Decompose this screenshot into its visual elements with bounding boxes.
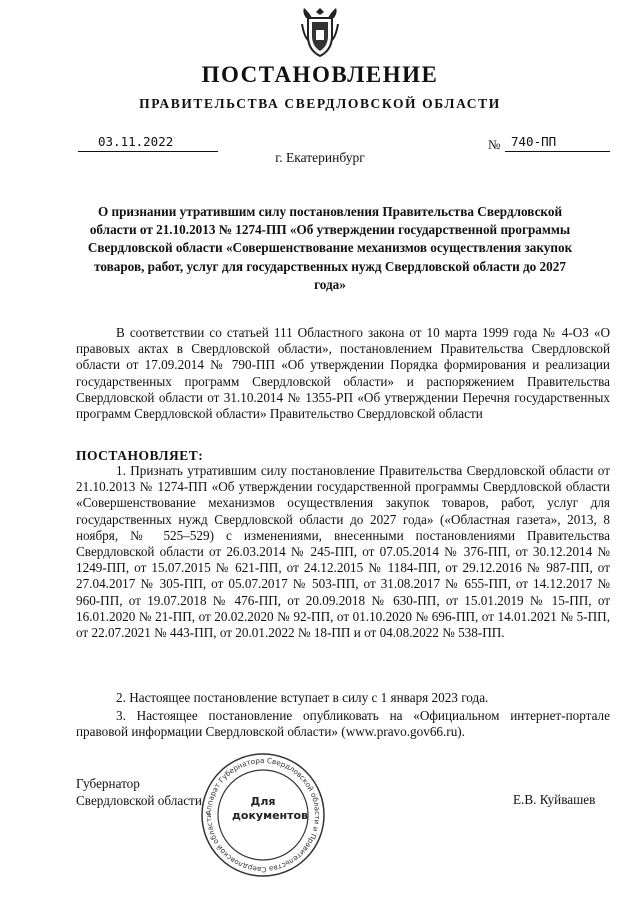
signatory-position-line-1: Губернатор (76, 776, 140, 791)
item-2-paragraph: 2. Настоящее постановление вступает в силу с 1 января 2023 года. (116, 690, 489, 705)
seal-label (232, 795, 309, 823)
document-type-title: ПОСТАНОВЛЕНИЕ (201, 62, 439, 87)
signatory-position-line-2: Свердловской области (76, 793, 202, 808)
item-1-paragraph: 1. Признать утратившим силу постановление Правительства Свердловской области от 21.10.2013 № 1274-ПП «Об утверждении государственной программы Свердловской области «Совершенствование механизмов осуществления закупок товаров, работ, услуг для государственных нужд Свердловской области до 2027 года» («Областная газета», 2013, 8 ноября, № 525–529) с изменениями, внесенными постановлениями Правительства Свердловской области от 26.03.2014 № 245-ПП, от 07.05.2014 № 376-ПП, от 30.12.2014 № 1249-ПП, от 15.07.2015 № 621-ПП, от 24.12.2015 № 1184-ПП, от 29.12.2016 № 987-ПП, от 27.04.2017 № 305-ПП, от 05.07.2017 № 503-ПП, от 31.08.2017 № 655-ПП, от 14.12.2017 № 960-ПП, от 19.07.2018 № 476-ПП, от 20.09.2018 № 630-ПП, от 15.01.2019 № 15-ПП, от 16.01.2020 № 21-ПП, от 20.02.2020 № 92-ПП, от 01.10.2020 № 696-ПП, от 14.01.2021 № 5-ПП, от 22.07.2021 № 443-ПП, от 20.01.2022 № 18-ПП и от 04.08.2022 № 538-ПП. (76, 463, 610, 641)
seal-label-line-2: документов (232, 809, 309, 822)
signatory-position (76, 775, 202, 809)
resolves-heading: ПОСТАНОВЛЯЕТ: (76, 448, 204, 463)
issuer-subtitle: ПРАВИТЕЛЬСТВА СВЕРДЛОВСКОЙ ОБЛАСТИ (139, 96, 501, 111)
preamble-paragraph: В соответствии со статьей 111 Областного закона от 10 марта 1999 года № 4-ОЗ «О правовых актах в Свердловской области», постановлением Правительства Свердловской области от 17.09.2014 № 790-ПП «Об утверждении Порядка формирования и реализации государственных программ Свердловской области» и распоряжением Правительства Свердловской области от 31.10.2014 № 1355-РП «Об утверждении Перечня государственных программ Свердловской области» Правительство Свердловской области (76, 325, 610, 422)
signatory-name: Е.В. Куйвашев (513, 792, 596, 807)
document-heading: О признании утратившим силу постановления Правительства Свердловской области от 21.10.2013 № 1274-ПП «Об утверждении государственной программы Свердловской области «Совершенствование механизмов осуществления закупок товаров, работ, услуг для государственных нужд Свердловской области до 2027 года» (87, 204, 573, 292)
item-3-paragraph: 3. Настоящее постановление опубликовать на «Официальном интернет-портале правовой информации Свердловской области» (www.pravo.gov66.ru). (76, 708, 610, 740)
number-sign: № (488, 137, 501, 152)
document-number: 740-ПП (505, 134, 610, 152)
seal-ring-text: Аппарат Губернатора Свердловской области и Правительства Свердловской области (203, 755, 323, 875)
document-date: 03.11.2022 (78, 134, 218, 152)
seal-label-line-1: Для (250, 795, 276, 808)
document-city: г. Екатеринбург (275, 150, 365, 165)
coat-of-arms-icon (300, 6, 340, 58)
